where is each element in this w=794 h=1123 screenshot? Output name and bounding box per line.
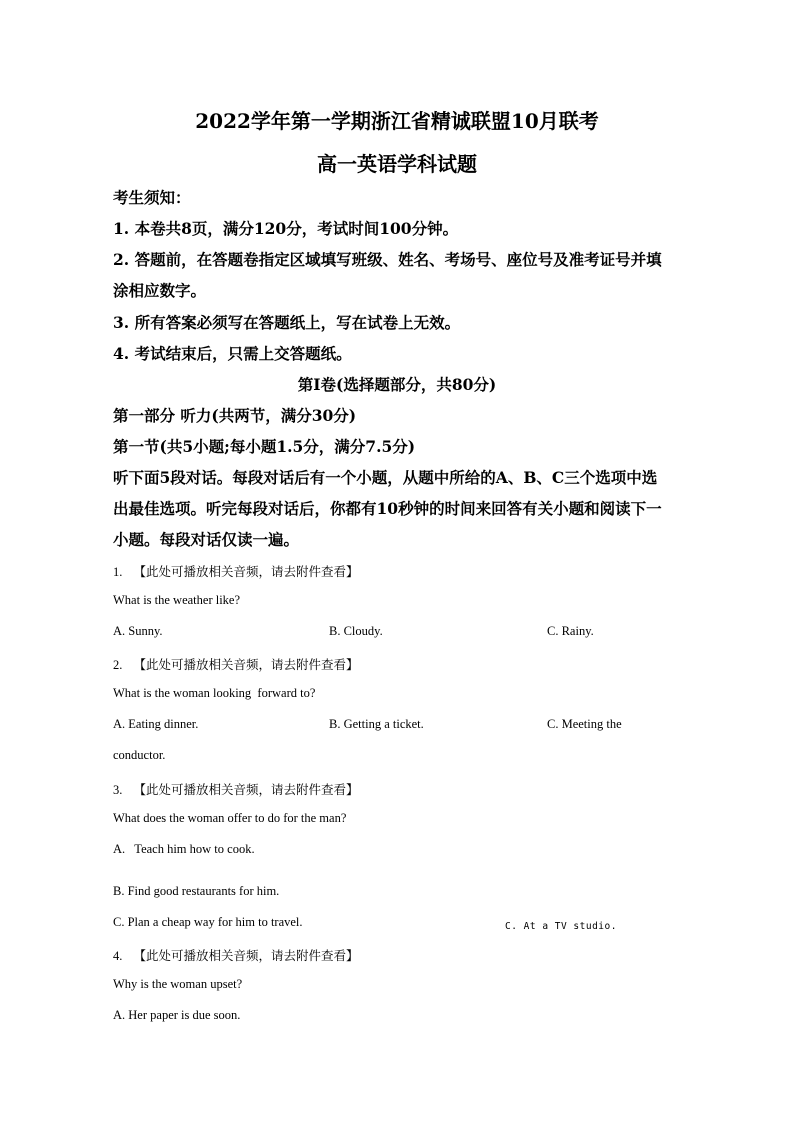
question-2-option-b: B. Getting a ticket.: [329, 717, 424, 731]
question-3-option-a: A. Teach him how to cook.: [113, 842, 255, 856]
instructions-line-3: 小题。每段对话仅读一遍。: [113, 530, 300, 549]
exam-title: 2022学年第一学期浙江省精诚联盟10月联考: [195, 109, 599, 133]
question-3-number: 3.: [113, 783, 123, 797]
question-1-option-c: C. Rainy.: [547, 624, 594, 638]
question-1-text: What is the weather like?: [113, 593, 241, 607]
question-2-option-c: C. Meeting the: [547, 717, 622, 731]
question-2-number: 2.: [113, 658, 123, 672]
question-4-text: Why is the woman upset?: [113, 977, 243, 991]
question-1-number: 1.: [113, 565, 123, 579]
question-4-audio-line: [113, 946, 359, 964]
notice-item-2-cont: 涂相应数字。: [113, 281, 207, 300]
question-2-text: What is the woman looking forward to?: [113, 686, 316, 700]
stray-option-text: C. At a TV studio.: [505, 921, 617, 932]
question-2-option-c-cont: conductor.: [113, 748, 166, 762]
part1-title: 第一部分 听力(共两节，满分30分): [113, 406, 357, 425]
question-4-number: 4.: [113, 949, 123, 963]
notice-item-3: 3. 所有答案必须写在答题纸上，写在试卷上无效。: [113, 313, 461, 332]
notice-item-1: 1. 本卷共8页，满分120分，考试时间100分钟。: [113, 219, 459, 238]
notice-item-2: 2. 答题前，在答题卷指定区域填写班级、姓名、考场号、座位号及准考证号并填: [113, 250, 662, 269]
question-1-option-b: B. Cloudy.: [329, 624, 383, 638]
question-2-audio-line: [113, 655, 359, 673]
audio-attachment-link-4[interactable]: 【此处可播放相关音频，请去附件查看】: [133, 949, 359, 963]
audio-attachment-link-2[interactable]: 【此处可播放相关音频，请去附件查看】: [133, 658, 359, 672]
exam-subtitle: 高一英语学科试题: [317, 152, 477, 176]
notice-heading: 考生须知：: [113, 188, 191, 207]
question-1-audio-line: [113, 562, 359, 580]
question-2-option-a: A. Eating dinner.: [113, 717, 199, 731]
volume-heading: 第Ⅰ卷(选择题部分，共80分): [297, 375, 497, 394]
instructions-line-2: 出最佳选项。听完每段对话后，你都有10秒钟的时间来回答有关小题和阅读下一: [113, 499, 662, 518]
section1-title: 第一节(共5小题;每小题1.5分，满分7.5分): [113, 437, 416, 456]
question-4-option-a: A. Her paper is due soon.: [113, 1008, 241, 1022]
question-1-option-a: A. Sunny.: [113, 624, 163, 638]
question-3-audio-line: [113, 780, 359, 798]
question-3-option-b: B. Find good restaurants for him.: [113, 884, 280, 898]
notice-item-4: 4. 考试结束后，只需上交答题纸。: [113, 344, 352, 363]
question-3-option-c: C. Plan a cheap way for him to travel.: [113, 915, 303, 929]
audio-attachment-link-1[interactable]: 【此处可播放相关音频，请去附件查看】: [133, 565, 359, 579]
instructions-line-1: 听下面5段对话。每段对话后有一个小题，从题中所给的A、B、C三个选项中选: [113, 468, 658, 487]
audio-attachment-link-3[interactable]: 【此处可播放相关音频，请去附件查看】: [133, 783, 359, 797]
question-3-text: What does the woman offer to do for the man?: [113, 811, 347, 825]
